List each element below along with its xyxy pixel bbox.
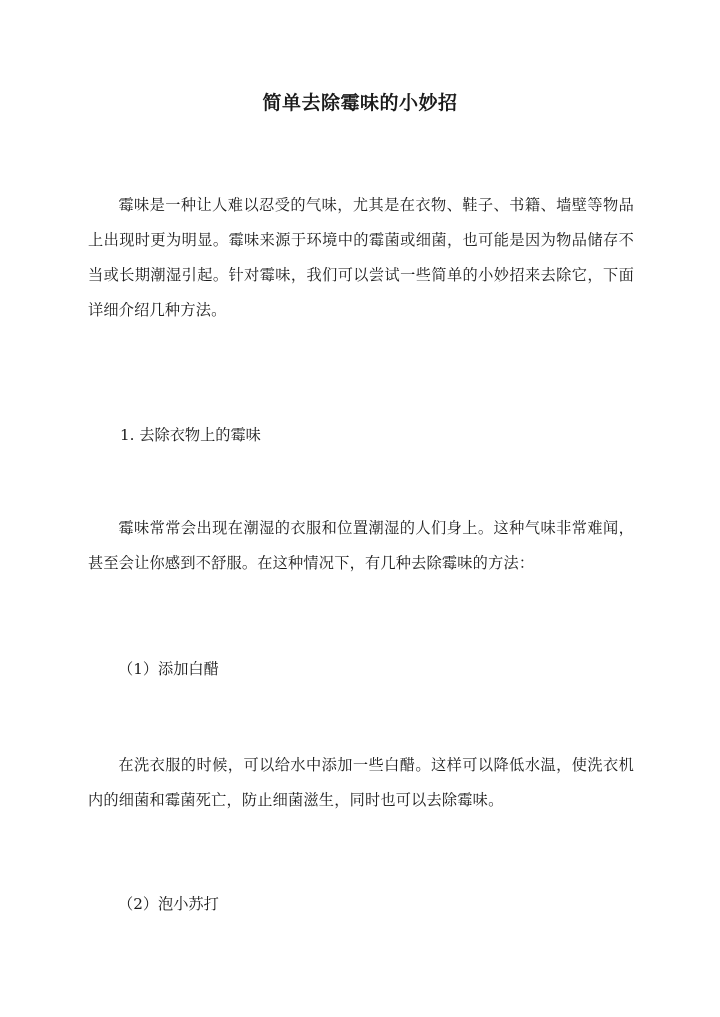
document-title: 简单去除霉味的小妙招: [262, 92, 458, 114]
method-paragraph-vinegar: 在洗衣服的时候，可以给水中添加一些白醋。这样可以降低水温，使洗衣机内的细菌和霉菌死亡，防止细菌滋生，同时也可以去除霉味。: [88, 756, 634, 809]
section-heading-clothes: 1. 去除衣物上的霉味: [120, 426, 261, 444]
section-paragraph-clothes: 霉味常常会出现在潮湿的衣服和位置潮湿的人们身上。这种气味非常难闻，甚至会让你感到不舒服。在这种情况下，有几种去除霉味的方法：: [88, 519, 634, 572]
method-heading-vinegar: （1）添加白醋: [118, 660, 219, 678]
intro-paragraph: 霉味是一种让人难以忍受的气味，尤其是在衣物、鞋子、书籍、墙壁等物品上出现时更为明显。霉味来源于环境中的霉菌或细菌，也可能是因为物品储存不当或长期潮湿引起。针对霉味，我们可以尝试一些简单的小妙招来去除它，下面详细介绍几种方法。: [88, 196, 634, 319]
method-heading-baking-soda: （2）泡小苏打: [118, 895, 219, 913]
